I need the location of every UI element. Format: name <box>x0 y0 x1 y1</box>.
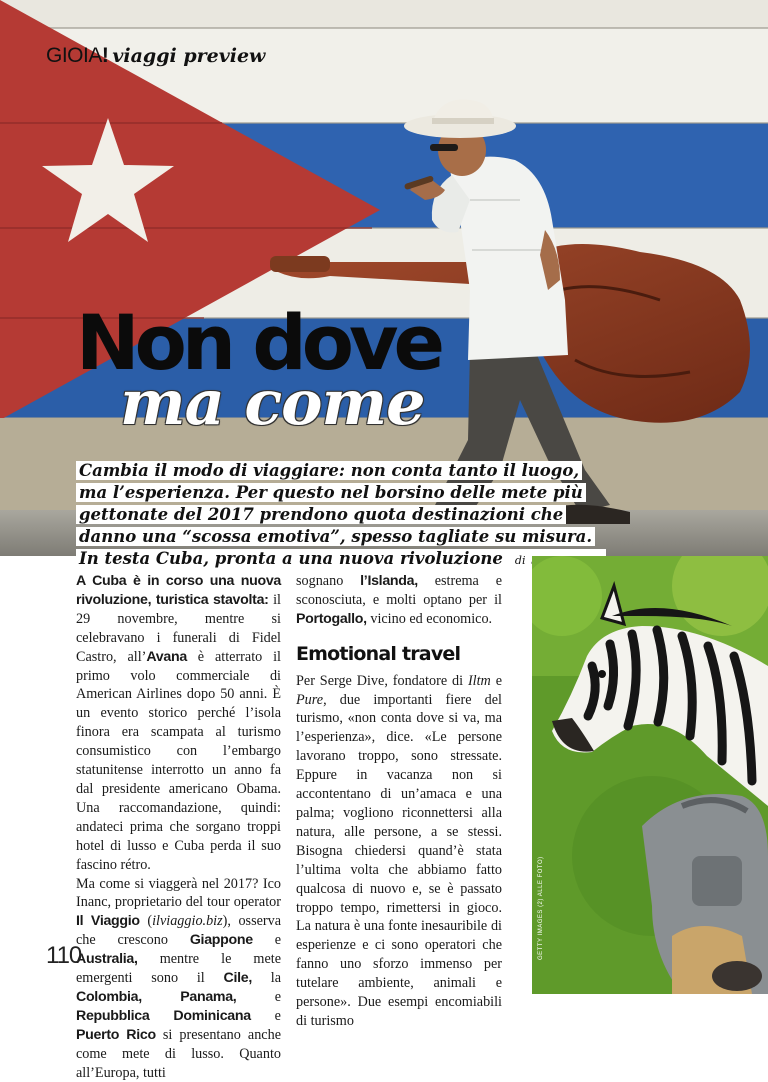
fair-pure: Pure <box>296 692 323 708</box>
fair-iltm: Iltm <box>468 673 491 689</box>
text-run: vicino ed economico. <box>367 611 492 627</box>
highlight-cile: Cile, <box>224 970 252 986</box>
highlight-puerto-rico: Puerto Rico <box>76 1027 156 1043</box>
standfirst-line <box>76 460 536 482</box>
text-run: ( <box>140 913 152 929</box>
highlight-avana: Avana <box>146 649 187 665</box>
highlight-colombia-panama: Colombia, Panama, <box>76 989 236 1005</box>
text-run: Ma come si viaggerà nel 2017? Ico Inanc, proprietario del tour operator <box>76 876 281 911</box>
text-run: sognano <box>296 573 360 589</box>
website-ref: ilviaggio.biz <box>152 913 223 929</box>
logo-mark: ! <box>102 44 109 67</box>
text-run: e <box>491 673 502 689</box>
standfirst-line <box>76 526 536 548</box>
standfirst-text: Cambia il modo di viaggiare: non conta tanto il luogo, <box>76 461 582 480</box>
standfirst-line <box>76 482 536 504</box>
headline-line-2: ma come <box>120 372 425 434</box>
text-run: Per Serge Dive, fondatore di <box>296 673 468 689</box>
section-label: viaggi preview <box>112 45 265 67</box>
zebra-photo <box>532 556 768 994</box>
standfirst-text: In testa Cuba, pronta a una nuova rivoluzione <box>79 549 503 568</box>
text-run: ), osserva che crescono <box>76 913 281 948</box>
text-run: mentre le mete emergenti sono il <box>76 951 281 986</box>
standfirst <box>76 460 536 572</box>
article-column-1 <box>76 572 281 1082</box>
paragraph <box>76 875 281 1082</box>
magazine-logo <box>46 44 108 68</box>
byline-prefix: di <box>515 554 526 567</box>
text-run: , due importanti fiere del turismo, «non conta dove si va, ma l’esperienza», dice. «Le persone lavorano troppo, sono stressate. Eppure in vacanza non si accontentano di un’amaca e una palma; vogliono riconnettersi alla natura, alle persone, a se stessi. Bisogna chiedersi quand’è stata l’ultima volta che abbiamo fatto qualcosa di nuovo e, se è passato troppo tempo, rimettersi in gioco. La natura è una fonte inesauribile di esperienze e ci sono operatori che fanno uno sforzo immenso per tutelare ambiente, animali e persone». Due esempi encomiabili di turismo <box>296 692 502 1029</box>
text-run: e <box>251 1008 281 1024</box>
highlight-australia: Australia, <box>76 951 138 967</box>
highlight-il-viaggio: Il Viaggio <box>76 913 140 929</box>
text-run: è atterrato il primo volo commerciale di American Airlines dopo 50 anni. È un evento storico perché l’isola finora era scampata al turismo consumistico con l’embargo statunitense interrotto un anno fa dal presidente americano Obama. Una raccomandazione, quindi: andateci prima che sorgano troppi hotel di lusso e Cuba perda il suo fascino rétro. <box>76 649 281 873</box>
paragraph <box>296 672 502 1031</box>
headline-line-1: Non dove <box>76 305 440 381</box>
standfirst-line <box>76 504 536 526</box>
standfirst-text: ma l’esperienza. Per questo nel borsino delle mete più <box>76 483 586 502</box>
text-run: e <box>236 989 281 1005</box>
standfirst-line <box>76 548 536 572</box>
standfirst-text: danno una “scossa emotiva”, spesso tagliate su misura. <box>76 527 595 546</box>
lead-in: A Cuba è in corso una nuova rivoluzione, turistica stavolta: <box>76 573 281 608</box>
standfirst-text: gettonate del 2017 prendono quota destinazioni che <box>76 505 566 524</box>
text-run: e <box>253 932 281 948</box>
text-run: si presentano anche come mete di lusso. Quanto all’Europa, tutti <box>76 1027 281 1081</box>
paragraph <box>76 572 281 875</box>
text-run: la <box>252 970 281 986</box>
text-run: il 29 novembre, mentre si celebravano i funerali di Fidel Castro, all’ <box>76 592 281 665</box>
highlight-repubblica-dominicana: Repubblica Dominicana <box>76 1008 251 1024</box>
text-run: estrema e sconosciuta, e molti optano per il <box>296 573 502 608</box>
highlight-islanda: l’Islanda, <box>360 573 418 589</box>
page-number: 110 <box>46 942 81 970</box>
highlight-giappone: Giappone <box>190 932 253 948</box>
photo-credit: GETTY IMAGES (2) ALLE FOTO) <box>538 856 544 960</box>
zebra-illustration <box>532 556 768 994</box>
magazine-header <box>46 44 265 68</box>
paragraph <box>296 572 502 629</box>
logo-text: GIOIA <box>46 44 102 67</box>
subheading: Emotional travel <box>296 645 502 664</box>
article-column-2 <box>296 572 502 1031</box>
highlight-portogallo: Portogallo, <box>296 611 367 627</box>
